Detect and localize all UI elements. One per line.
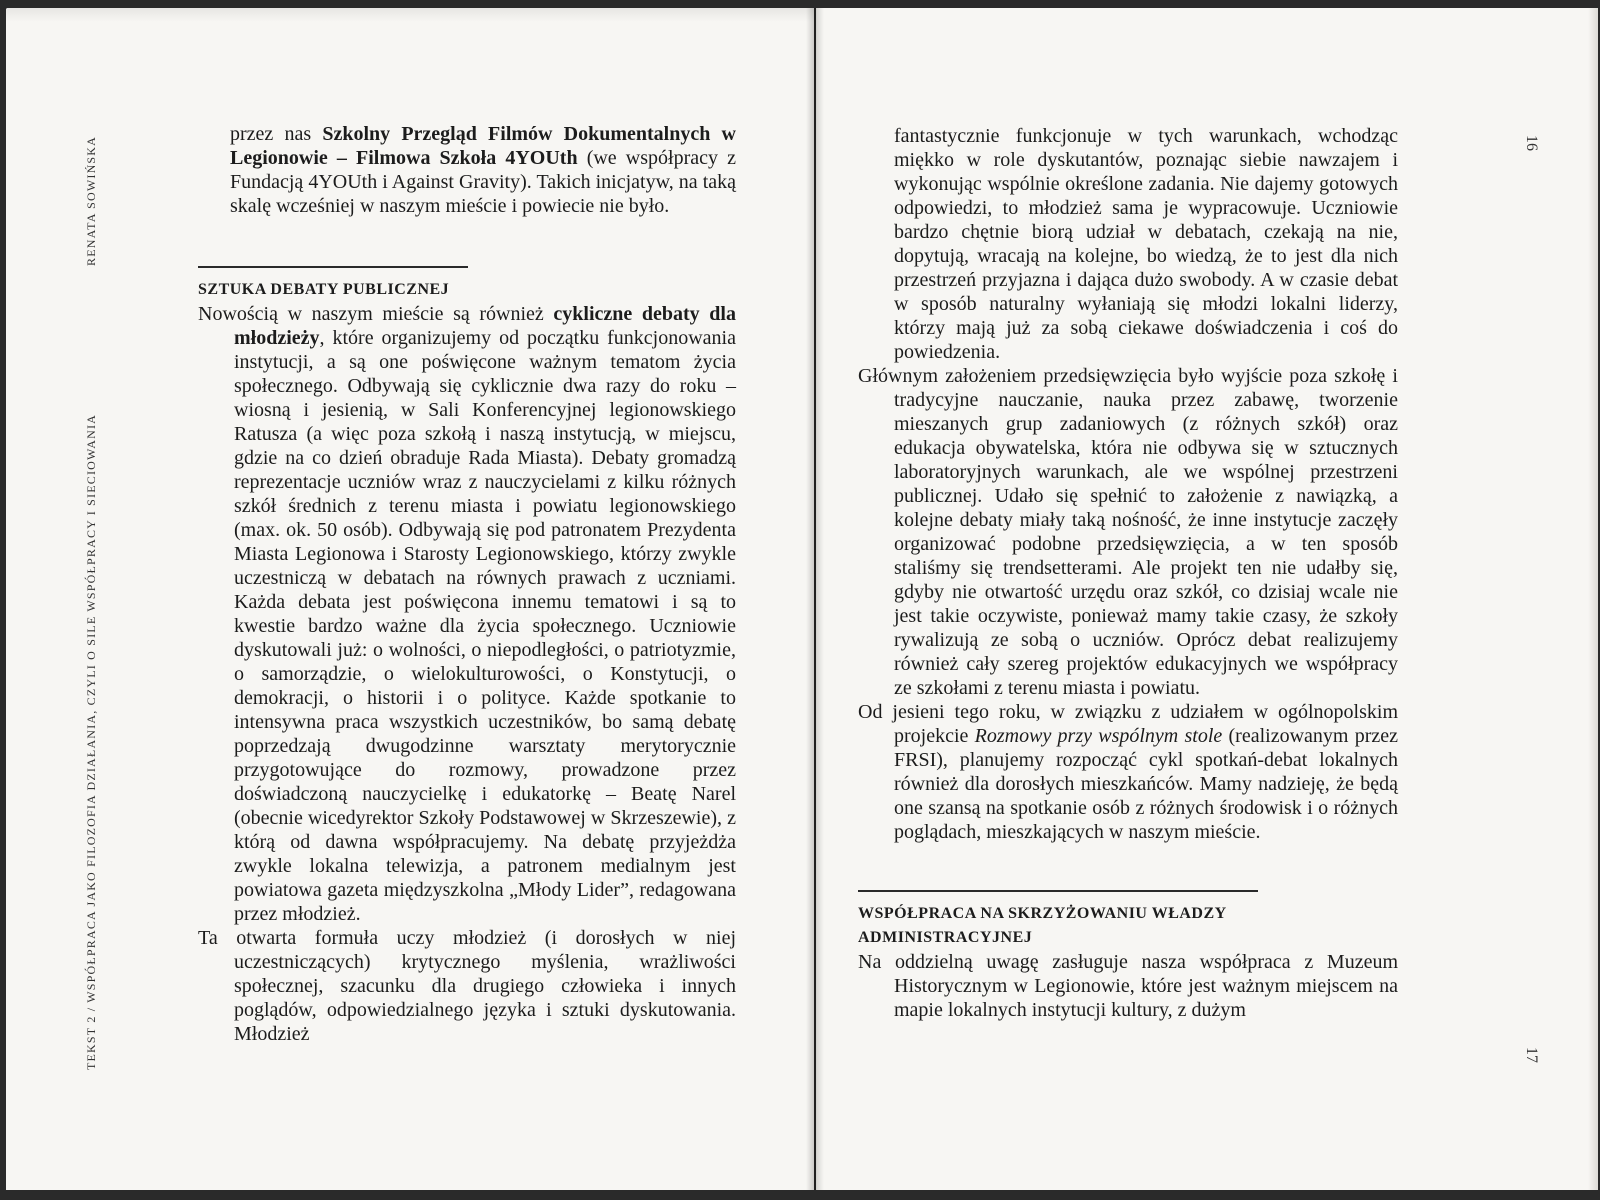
- running-head-title: TEKST 2 / WSPÓŁPRACA JAKO FILOZOFIA DZIAŁANIA, CZYLI O SILE WSPÓŁPRACY I SIECIOWANIA: [84, 413, 98, 1070]
- page-number-top: 16: [1523, 135, 1540, 151]
- running-head-author: RENATA SOWIŃSKA: [84, 135, 98, 266]
- bold-cyclic-debates: cykliczne debaty dla młodzieży: [234, 303, 736, 349]
- intro-bold-title: Szkolny Przegląd Filmów Dokumentalnych w Legionowie – Filmowa Szkoła 4YOUth: [230, 123, 737, 169]
- paragraph-debates: Nowością w naszym mieście są również cykliczne debaty dla młodzieży, które organizujemy od początku funkcjonowania instytucji, a są one poświęcone ważnym tematom życia społecznego. Odbywają się cyklicznie dwa razy do roku – wiosną i jesienią, w Sali Konferencyjnej legionowskiego Ratusza (a więc poza szkołą i naszą instytucją, w miejscu, gdzie na co dzień obraduje Rada Miasta). Debaty gromadzą reprezentacje uczniów wraz z nauczycielami z kilku różnych szkół średnich z terenu miasta i powiatu legionowskiego (max. ok. 50 osób). Odbywają się pod patronatem Prezydenta Miasta Legionowa i Starosty Legionowskiego, którzy zwykle uczestniczą w debatach na równych prawach z uczniami. Każda debata jest poświęcona innemu tematowi i są to kwestie bardzo ważne dla życia społecznego. Uczniowie dyskutowali już: o wolności, o niepodległości, o patriotyzmie, o samorządzie, o wielokulturowości, o Konstytucji, o demokracji, o historii i o polityce. Każde spotkanie to intensywna praca wszystkich uczestników, bo samą debatę poprzedzają dwugodzinne warsztaty merytorycznie przygotowujące do rozmowy, prowadzone przez doświadczoną nauczycielkę i edukatorkę – Beatę Narel (obecnie wicedyrektor Szkoły Podstawowej w Skrzeszewie), z którą od dawna współpracujemy. Na debatę przyjeżdża zwykle lokalna telewizja, a patronem medialnym jest powiatowa gazeta międzyszkolna „Młody Lider”, redagowana przez młodzież.: [198, 303, 736, 925]
- italic-project-title: Rozmowy przy wspólnym stole: [974, 725, 1223, 747]
- section-heading-2-line-2: ADMINISTRACYJNEJ: [858, 929, 1033, 946]
- paragraph-from-autumn: Od jesieni tego roku, w związku z udziałem w ogólnopolskim projekcie Rozmowy przy wspólnym stole (realizowanym przez FRSI), planujemy rozpocząć cykl spotkań-debat lokalnych również dla dorosłych mieszkańców. Mamy nadzieję, że będą one szansą na spotkanie osób z różnych środowisk i o różnych poglądach, mieszkających w naszym mieście.: [858, 701, 1399, 843]
- section-heading-2-line-1: WSPÓŁPRACA NA SKRZYŻOWANIU WŁADZY: [858, 905, 1227, 922]
- intro-paragraph: przez nas Szkolny Przegląd Filmów Dokumentalnych w Legionowie – Filmowa Szkoła 4YOUth (we współpracy z Fundacją 4YOUth i Against Gravity). Takich inicjatyw, na taką skalę wcześniej w naszym mieście i powiecie nie było.: [230, 123, 737, 217]
- right-text-column: [858, 124, 1398, 1022]
- paragraph-museum: Na oddzielną uwagę zasługuje nasza współpraca z Muzeum Historycznym w Legionowie, które jest ważnym miejscem na mapie lokalnych instytucji kultury, z dużym: [858, 951, 1398, 1021]
- section-rule: [198, 266, 468, 268]
- section-heading: SZTUKA DEBATY PUBLICZNEJ: [198, 281, 450, 298]
- page-number-bottom: 17: [1523, 1047, 1540, 1063]
- section-rule-2: [858, 890, 1258, 892]
- book-gutter: [806, 8, 824, 1190]
- paragraph-open-formula: Ta otwarta formuła uczy młodzież (i dorosłych w niej uczestniczących) krytycznego myślenia, wrażliwości społecznej, szacunku dla drugiego człowieka i innych poglądów, odpowiedzialnego języka i sztuki dyskutowania. Młodzież: [198, 927, 736, 1045]
- left-text-column: [198, 122, 736, 1046]
- paragraph-main-assumption: Głównym założeniem przedsięwzięcia było wyjście poza szkołę i tradycyjne nauczanie, nauka przez zabawę, tworzenie mieszanych grup zadaniowych (z różnych szkół) oraz edukacja obywatelska, która nie odbywa się w sztucznych laboratoryjnych warunkach, ale we wspólnej przestrzeni publicznej. Udało się spełnić to założenie z nawiązką, a kolejne debaty miały taką nośność, że inne instytucje zaczęły organizować podobne przedsięwzięcia, a w ten sposób staliśmy się trendsetterami. Ale projekt ten nie udałby się, gdyby nie otwartość urzędu oraz szkół, co dzisiaj wcale nie jest takie oczywiste, ponieważ mamy takie czasy, że szkoły rywalizują ze sobą o uczniów. Oprócz debat realizujemy również cały szereg projektów edukacyjnych we współpracy ze szkołami z terenu miasta i powiatu.: [858, 365, 1398, 699]
- paragraph-continued: fantastycznie funkcjonuje w tych warunkach, wchodząc miękko w role dyskutantów, poznając siebie nawzajem i wykonując wspólnie określone zadania. Nie dajemy gotowych odpowiedzi, to młodzież sama je wypracowuje. Uczniowie bardzo chętnie biorą udział w debatach, czekają na nie, dopytują, wracają na kolejne, bo wiedzą, że to jest dla nich przestrzeń przyjazna i dająca dużo swobody. A w czasie debat w sposób naturalny wyłaniają się młodzi lokalni liderzy, którzy mają już za sobą ciekawe doświadczenia i coś do powiedzenia.: [894, 125, 1398, 363]
